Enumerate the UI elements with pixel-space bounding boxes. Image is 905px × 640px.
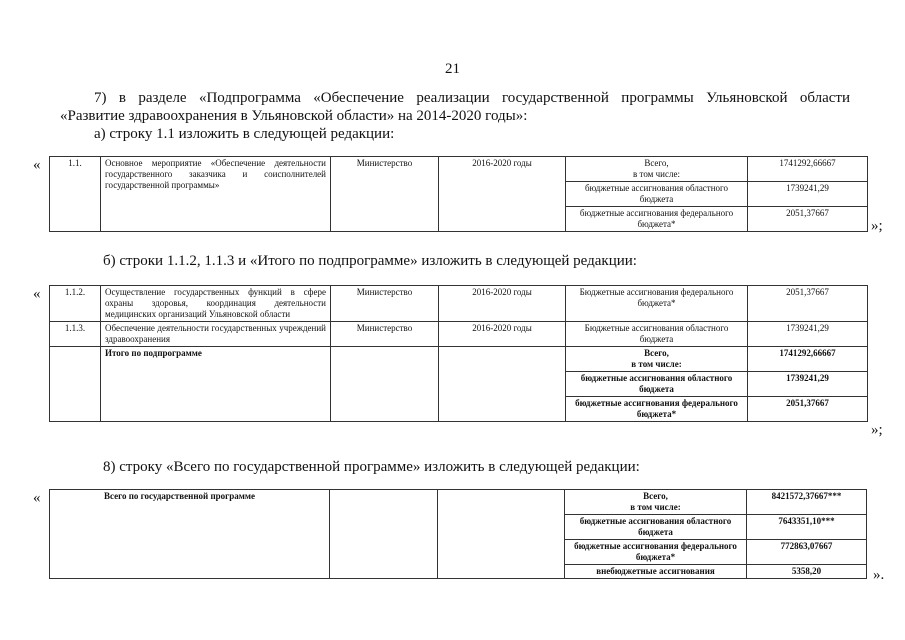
table-row-1-1 [49, 156, 868, 232]
finance-source: бюджетные ассигнования федерального бюджета* [566, 207, 748, 232]
measure-name: Обеспечение деятельности государственных учреждений здравоохранения [101, 322, 331, 347]
row-number: 1.1. [50, 157, 101, 232]
empty-cell [50, 490, 101, 579]
finance-source: Всего, в том числе: [566, 347, 748, 372]
executor: Министерство [331, 157, 439, 232]
finance-source: бюджетные ассигнования областного бюджета [565, 515, 747, 540]
intro-line-2: «Развитие здравоохранения в Ульяновской области» на 2014-2020 годы»: [60, 108, 528, 124]
executor: Министерство [331, 322, 439, 347]
finance-value: 2051,37667 [748, 286, 868, 322]
finance-value: 2051,37667 [748, 397, 868, 422]
page-number: 21 [445, 61, 460, 77]
finance-value: 772863,07667 [747, 540, 867, 565]
table-grand-total [49, 489, 867, 579]
close-quote: »; [871, 218, 883, 234]
finance-value: 8421572,37667*** [747, 490, 867, 515]
open-quote: « [33, 157, 41, 173]
finance-source: внебюджетные ассигнования [565, 565, 747, 579]
empty-cell [439, 347, 566, 422]
finance-value: 7643351,10*** [747, 515, 867, 540]
finance-source: Бюджетные ассигнования областного бюджета [566, 322, 748, 347]
finance-source: бюджетные ассигнования областного бюджета [566, 372, 748, 397]
intro-line-3: а) строку 1.1 изложить в следующей редакции: [94, 126, 395, 142]
finance-source: Бюджетные ассигнования федерального бюджета* [566, 286, 748, 322]
section-b-heading: б) строки 1.1.2, 1.1.3 и «Итого по подпрограмме» изложить в следующей редакции: [103, 253, 637, 269]
measure-name: Основное мероприятие «Обеспечение деятельности государственного заказчика и соисполнителей государственной программы» [101, 157, 331, 232]
total-label: Итого по подпрограмме [101, 347, 331, 422]
row-number: 1.1.2. [50, 286, 101, 322]
table-rows-1-1-2-1-1-3 [49, 285, 868, 422]
finance-value: 1741292,66667 [748, 347, 868, 372]
grand-total-label: Всего по государственной программе [100, 490, 330, 579]
finance-source: Всего, в том числе: [566, 157, 748, 182]
finance-source: Всего, в том числе: [565, 490, 747, 515]
finance-value: 1741292,66667 [748, 157, 868, 182]
finance-value: 1739241,29 [748, 182, 868, 207]
finance-source: бюджетные ассигнования федерального бюджета* [566, 397, 748, 422]
measure-name: Осуществление государственных функций в сфере охраны здоровья, координация деятельности медицинских организаций Ульяновской области [101, 286, 331, 322]
close-quote: »; [871, 422, 883, 438]
table-row [50, 286, 868, 322]
empty-cell [331, 347, 439, 422]
section-8-heading: 8) строку «Всего по государственной программе» изложить в следующей редакции: [103, 459, 640, 475]
finance-value: 2051,37667 [748, 207, 868, 232]
finance-source: бюджетные ассигнования федерального бюджета* [565, 540, 747, 565]
empty-cell [438, 490, 565, 579]
close-quote: ». [873, 567, 885, 583]
finance-value: 1739241,29 [748, 372, 868, 397]
open-quote: « [33, 286, 41, 302]
executor: Министерство [331, 286, 439, 322]
empty-cell [330, 490, 438, 579]
table-row [50, 347, 868, 372]
finance-value: 1739241,29 [748, 322, 868, 347]
finance-source: бюджетные ассигнования областного бюджета [566, 182, 748, 207]
period: 2016-2020 годы [439, 157, 566, 232]
period: 2016-2020 годы [439, 322, 566, 347]
table-row [50, 322, 868, 347]
open-quote: « [33, 490, 41, 506]
intro-line-1: 7) в разделе «Подпрограмма «Обеспечение реализации государственной программы Ульяновской области [94, 90, 850, 106]
period: 2016-2020 годы [439, 286, 566, 322]
empty-cell [50, 347, 101, 422]
finance-value: 5358,20 [747, 565, 867, 579]
row-number: 1.1.3. [50, 322, 101, 347]
